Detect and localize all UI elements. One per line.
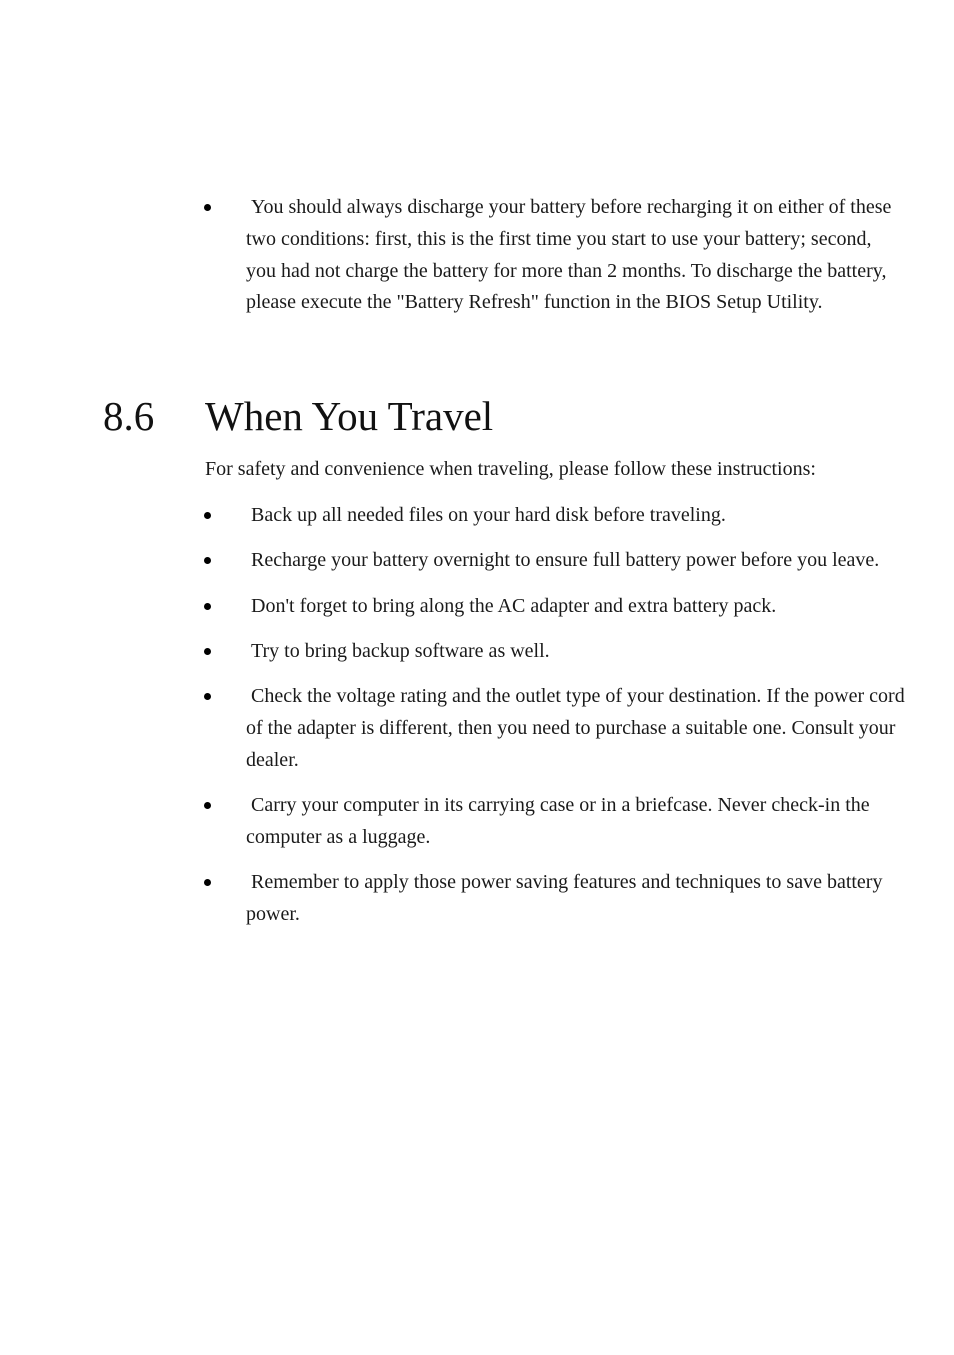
bullet-icon (204, 557, 211, 564)
bullet-icon (204, 879, 211, 886)
list-item (0, 790, 906, 854)
list-item (0, 867, 906, 931)
list-item-text: You should always discharge your battery before recharging it on either of these two conditions: first, this is the first time you start to use your battery; second, you had not charge the battery for more than 2 months. To discharge the battery, please execute the "Battery Refresh" function in the BIOS Setup Utility. (246, 196, 892, 314)
bullet-icon (204, 693, 211, 700)
section-title: When You Travel (205, 393, 494, 439)
bullet-icon (204, 603, 211, 610)
bullet-icon (204, 512, 211, 519)
list-item (0, 192, 906, 319)
list-item (0, 500, 906, 532)
list-item (0, 545, 906, 577)
list-item (0, 636, 906, 668)
list-item-text: Back up all needed files on your hard disk before traveling. (251, 504, 726, 526)
list-item-text: Remember to apply those power saving features and techniques to save battery power. (246, 871, 883, 925)
list-item-text: Don't forget to bring along the AC adapter and extra battery pack. (251, 594, 777, 617)
list-item-text: Recharge your battery overnight to ensure full battery power before you leave. (251, 549, 880, 572)
bullet-icon (204, 204, 211, 211)
list-item (0, 681, 906, 776)
list-item-text: Check the voltage rating and the outlet type of your destination. If the power cord of the adapter is different, then you need to purchase a suitable one. Consult your dealer. (246, 685, 905, 771)
list-item (0, 591, 906, 623)
list-item-text: Carry your computer in its carrying case or in a briefcase. Never check-in the computer as a luggage. (246, 794, 870, 848)
bullet-icon (204, 648, 211, 655)
section-number: 8.6 (103, 393, 155, 439)
section-heading (0, 388, 954, 444)
section-intro: For safety and convenience when traveling, please follow these instructions: (205, 458, 816, 480)
travel-instructions-list (0, 500, 906, 944)
list-item-text: Try to bring backup software as well. (251, 639, 550, 662)
battery-note-list (0, 192, 906, 333)
bullet-icon (204, 802, 211, 809)
